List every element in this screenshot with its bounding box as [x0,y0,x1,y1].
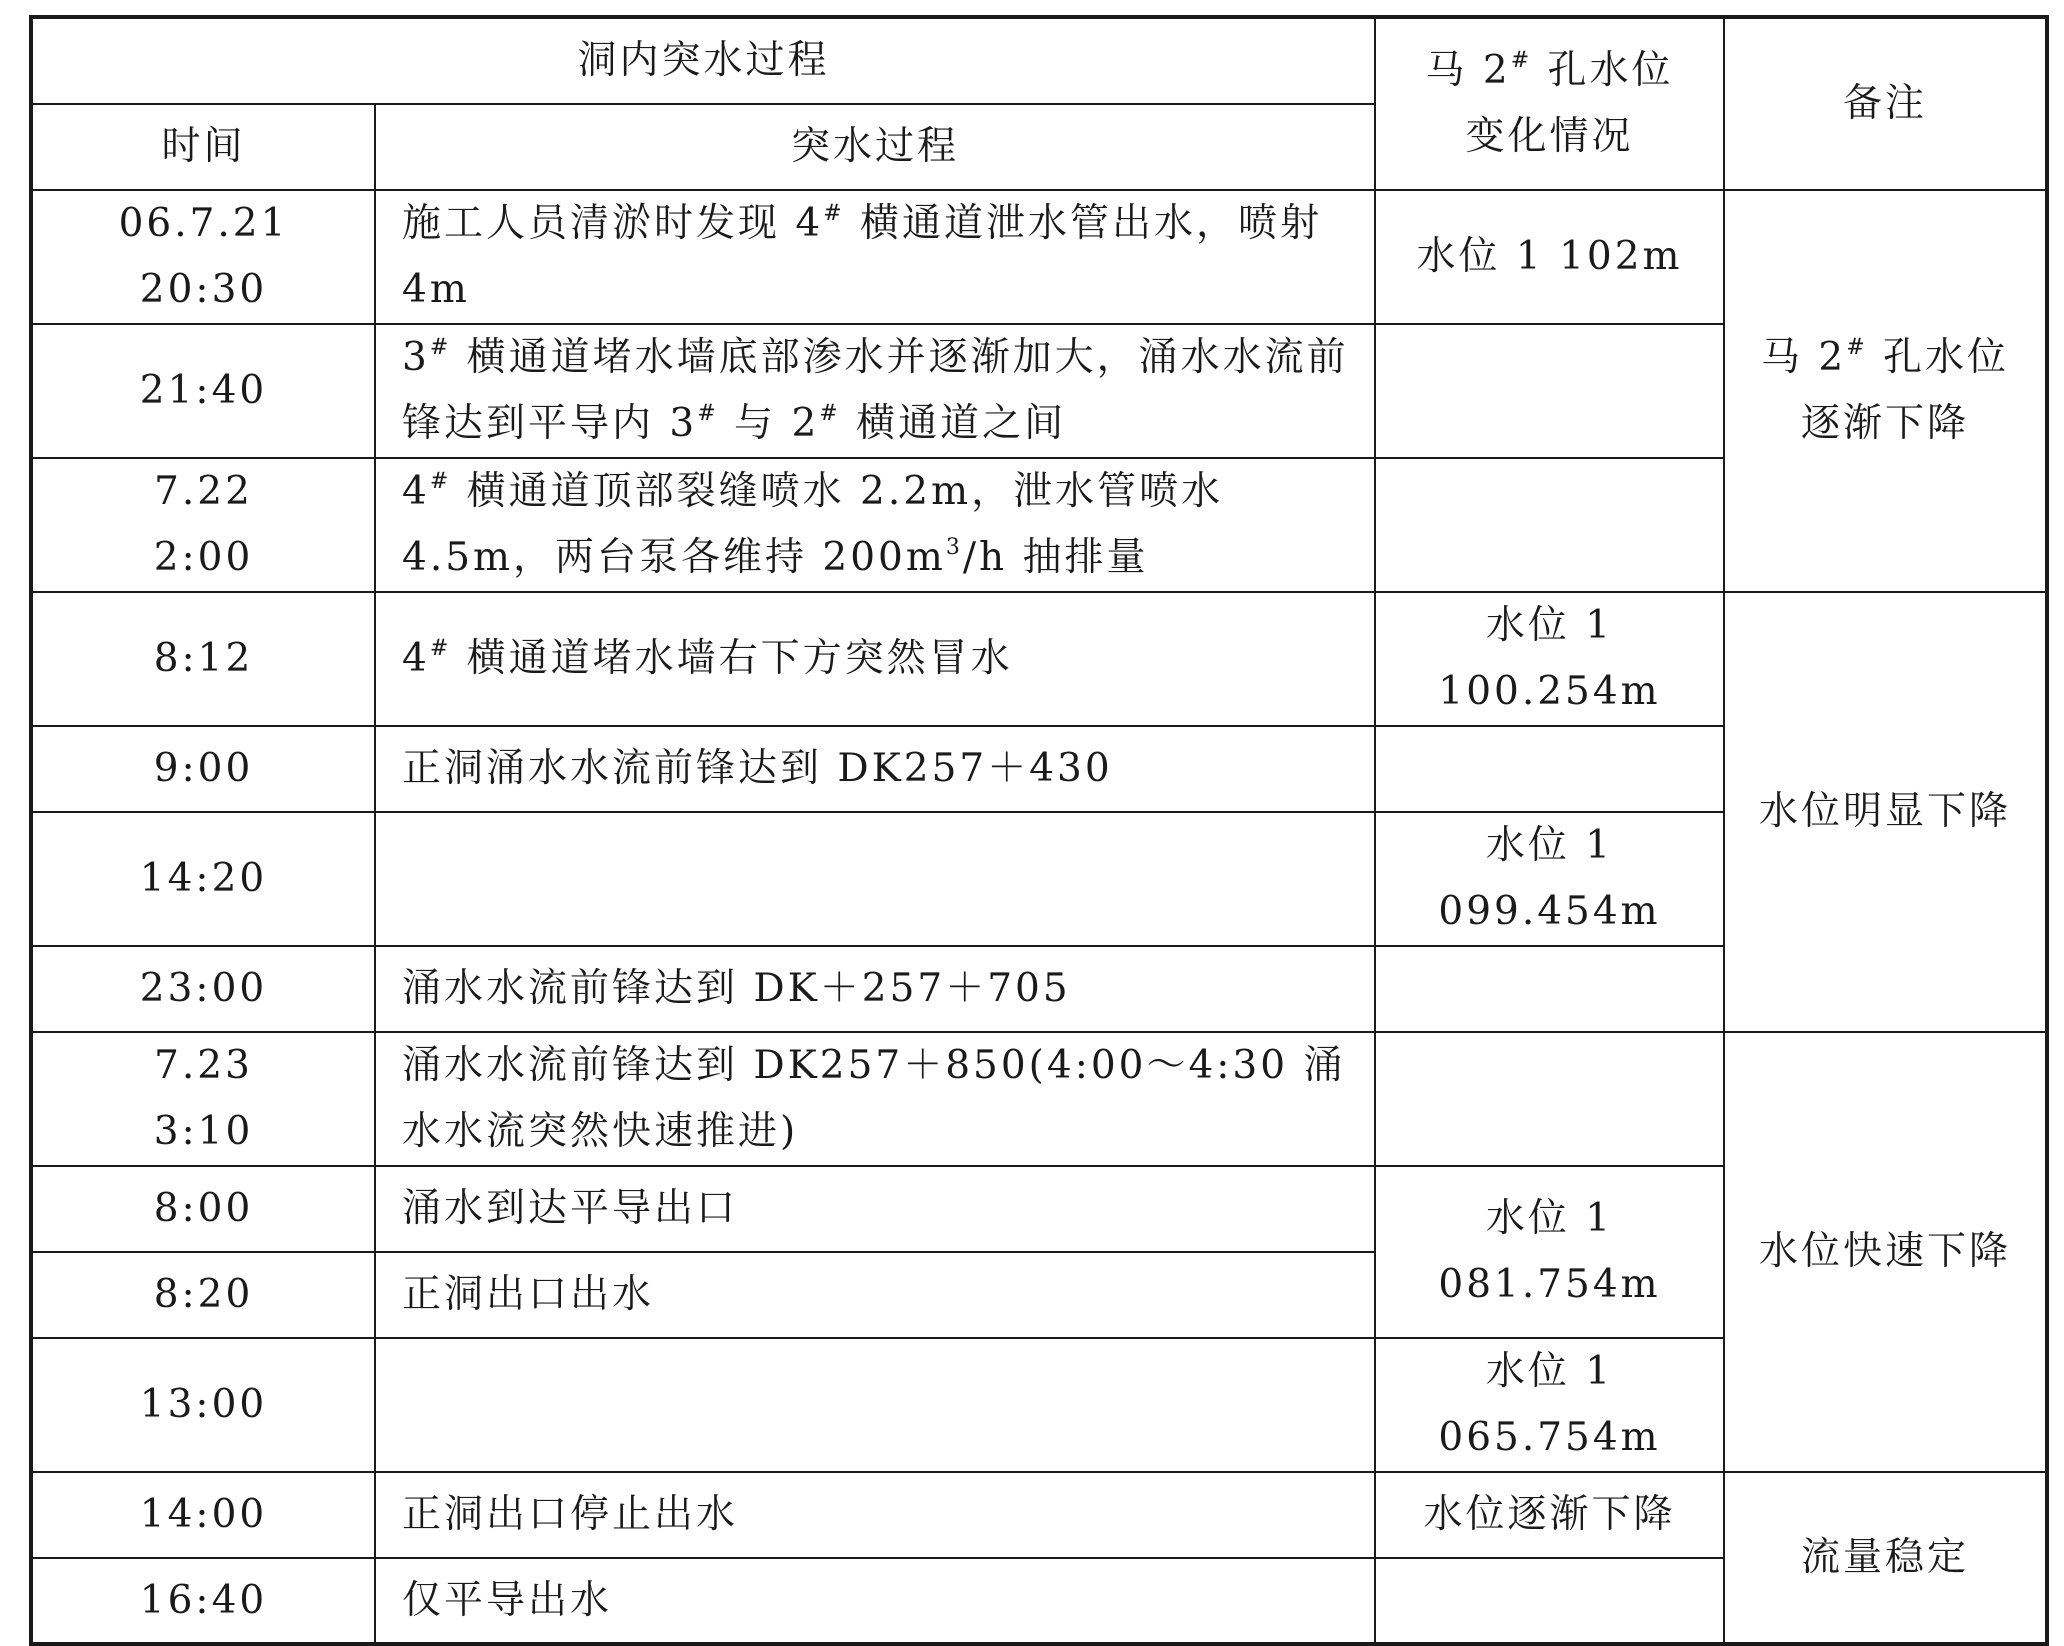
remarks-cell: 流量稳定 [1724,1472,2047,1644]
level-cell [1375,1558,1724,1644]
time-clock: 3:10 [153,1109,254,1154]
process-cell: 4# 横通道顶部裂缝喷水 2.2m，泄水管喷水 4.5m，两台泵各维持 $200m^3/h$ 抽排量 [375,458,1375,592]
table-row [31,592,2047,726]
time-cell: 14:00 [31,1472,375,1558]
remarks-cell: 水位快速下降 [1724,1032,2047,1472]
level-cell [1375,726,1724,812]
process-cell: 3# 横通道堵水墙底部渗水并逐渐加大，涌水水流前锋达到平导内 3# 与 2# 横通道之间 [375,324,1375,458]
level-cell: 水位 1 065.754m [1375,1338,1724,1472]
process-cell [375,812,1375,946]
level-cell: 水位 1 099.454m [1375,812,1724,946]
time-cell: 16:40 [31,1558,375,1644]
level-cell: 水位 1 081.754m [1375,1166,1724,1338]
time-cell: 8:00 [31,1166,375,1252]
header-water-level-line2: 变化情况 [1465,114,1634,159]
time-cell [31,458,375,592]
remarks-group1-line2: 逐渐下降 [1801,401,1970,446]
level-cell [1375,946,1724,1032]
time-cell: 13:00 [31,1338,375,1472]
time-cell [31,1032,375,1166]
process-cell [375,1338,1375,1472]
time-date: 06.7.21 [118,201,289,246]
process-cell: 4# 横通道堵水墙右下方突然冒水 [375,592,1375,726]
data-table-container [29,15,2049,1646]
process-cell: 涌水水流前锋达到 DK＋257＋705 [375,946,1375,1032]
level-cell [1375,1032,1724,1166]
remarks-group1-line1: 马 2# 孔水位 [1760,335,2010,380]
time-date: 7.22 [154,469,253,514]
process-cell: 正洞出口出水 [375,1252,1375,1338]
level-cell: 水位 1 100.254m [1375,592,1724,726]
header-water-level [1375,17,1724,190]
header-water-level-line1: 马 2# 孔水位 [1425,48,1674,93]
process-cell: 仅平导出水 [375,1558,1375,1644]
level-cell [1375,458,1724,592]
header-process-group: 洞内突水过程 [31,17,1375,104]
level-cell: 水位逐渐下降 [1375,1472,1724,1558]
table-row [31,190,2047,324]
level-cell [1375,324,1724,458]
process-cell: 涌水到达平导出口 [375,1166,1375,1252]
time-cell: 8:20 [31,1252,375,1338]
time-cell: 14:20 [31,812,375,946]
table-row [31,1472,2047,1558]
process-cell: 正洞出口停止出水 [375,1472,1375,1558]
level-cell: 水位 1 102m [1375,190,1724,324]
remarks-cell: 水位明显下降 [1724,592,2047,1032]
process-cell: 正洞涌水水流前锋达到 DK257＋430 [375,726,1375,812]
time-cell: 9:00 [31,726,375,812]
header-time: 时间 [31,104,375,190]
time-cell [31,190,375,324]
header-remarks: 备注 [1724,17,2047,190]
time-clock: 20:30 [139,267,268,312]
header-row-1 [31,17,2047,104]
time-cell: 23:00 [31,946,375,1032]
water-inrush-table [29,15,2049,1646]
table-row [31,1032,2047,1166]
time-cell: 21:40 [31,324,375,458]
time-cell: 8:12 [31,592,375,726]
process-cell: 施工人员清淤时发现 4# 横通道泄水管出水，喷射4m [375,190,1375,324]
time-clock: 2:00 [153,535,254,580]
header-process: 突水过程 [375,104,1375,190]
time-date: 7.23 [154,1043,253,1088]
process-cell: 涌水水流前锋达到 DK257＋850(4:00～4:30 涌水水流突然快速推进) [375,1032,1375,1166]
remarks-cell [1724,190,2047,592]
